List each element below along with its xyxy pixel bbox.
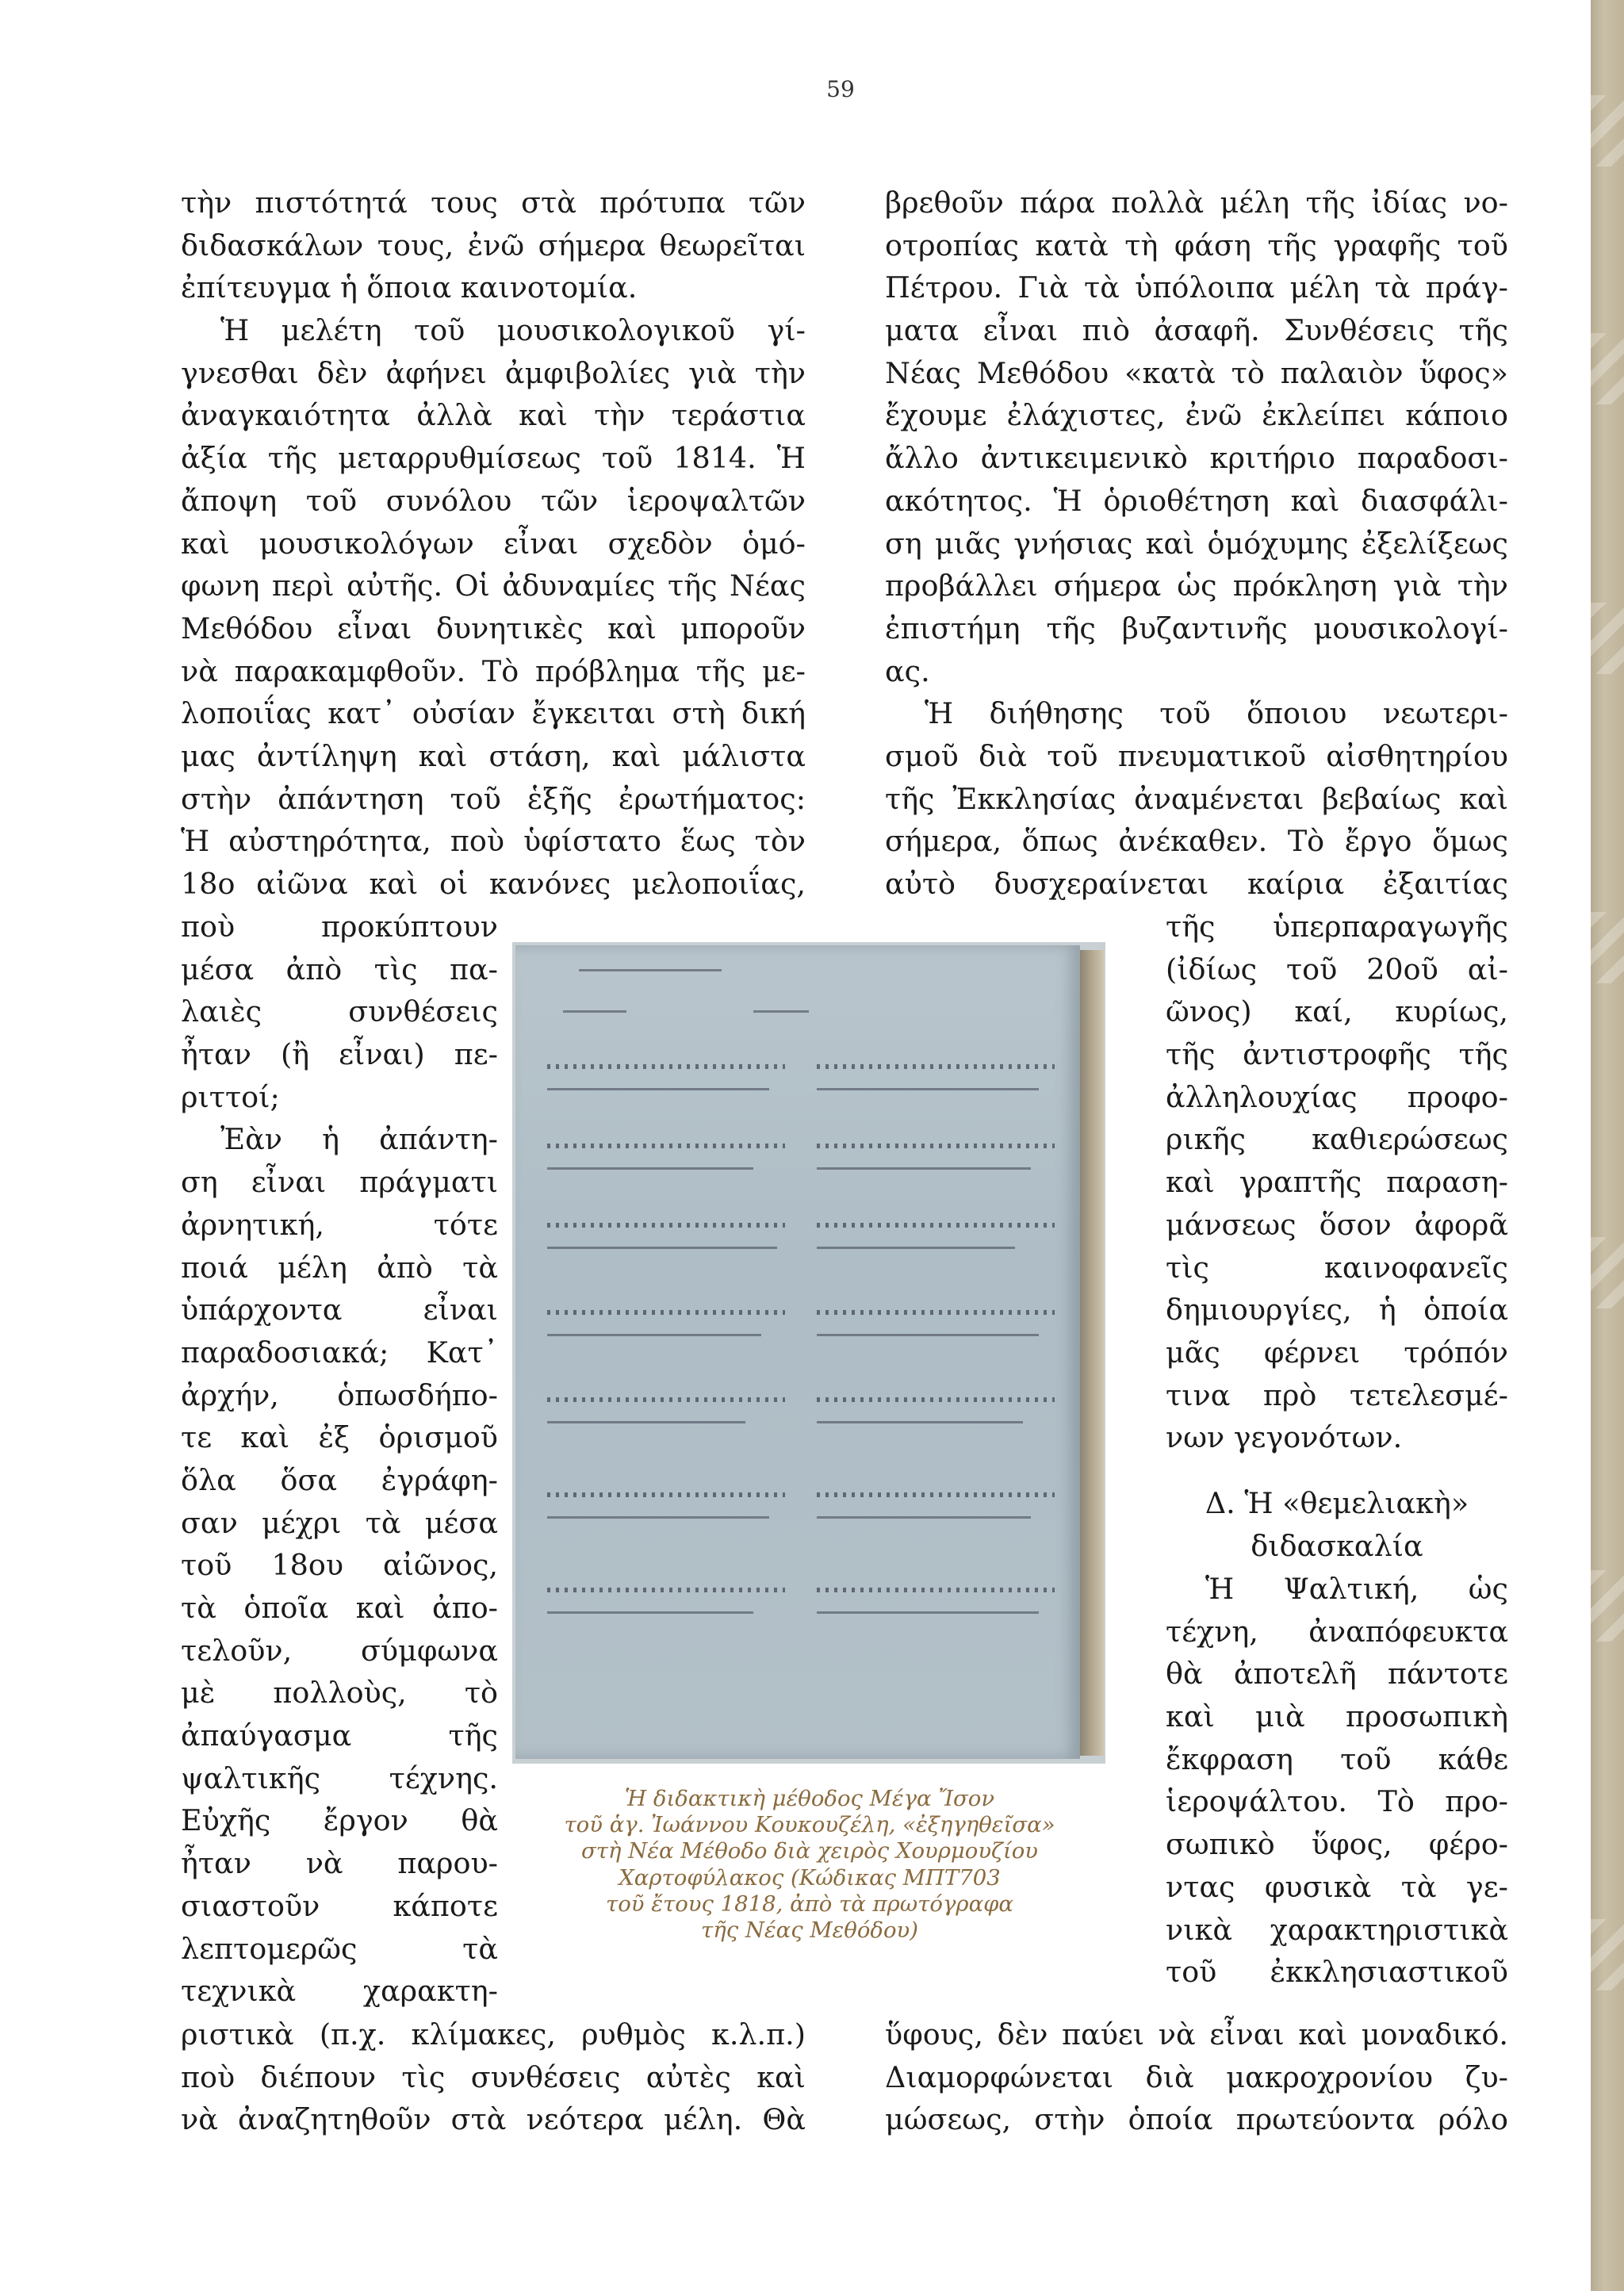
text-line: λοποιΐας κατ᾽ οὐσίαν ἔγκειται στὴ δική	[181, 696, 806, 731]
text-line: ας.	[885, 653, 930, 688]
text-line: θὰ ἀποτελῆ πάντοτε	[1166, 1657, 1508, 1691]
caption-line: Ἡ διδακτικὴ μέθοδος Μέγα Ἴσον	[624, 1786, 995, 1811]
text-line: διδασκάλων τους, ἐνῶ σήμερα θεωρεῖται	[181, 228, 806, 262]
text-line: νὰ ἀναζητηθοῦν στὰ νεότερα μέλη. Θὰ	[181, 2102, 806, 2137]
text-line: μέσα ἀπὸ τὶς πα-	[181, 952, 498, 987]
heading-line: διδασκαλία	[1251, 1528, 1423, 1563]
manuscript-text-line	[817, 1247, 1015, 1249]
text-line: γνεσθαι δὲν ἀφήνει ἀμφιβολίες γιὰ τὴν	[181, 355, 806, 390]
side-band-pattern	[1591, 1570, 1624, 1642]
text-line: ἔκφραση τοῦ κάθε	[1166, 1741, 1508, 1776]
text-line: παραδοσιακά; Κατ᾽	[181, 1335, 498, 1370]
manuscript-text-line	[547, 1088, 769, 1090]
text-line: μάνσεως ὅσον ἀφορᾶ	[1166, 1207, 1508, 1242]
text-line: σαν μέχρι τὰ μέσα	[181, 1505, 498, 1540]
text-line: ἀξία τῆς μεταρρυθμίσεως τοῦ 1814. Ἡ	[181, 441, 806, 476]
text-line: μὲ πολλοὺς, τὸ	[181, 1676, 498, 1711]
manuscript-text-line	[817, 1516, 1031, 1519]
neume-line	[547, 1144, 785, 1148]
text-line: ψαλτικῆς τέχνης.	[181, 1760, 498, 1795]
caption-line: στὴ Νέα Μέθοδο διὰ χειρὸς Χουρμουζίου	[580, 1838, 1039, 1864]
right-column-narrow-2	[1166, 1568, 1508, 1994]
text-line: ὕφους, δὲν παύει νὰ εἶναι καὶ μοναδικό.	[885, 2017, 1508, 2052]
text-line: ῶνος) καί, κυρίως,	[1166, 994, 1508, 1029]
text-line: Ἡ διήθησης τοῦ ὅποιου νεωτερι-	[925, 696, 1508, 731]
side-band-pattern	[1591, 603, 1624, 674]
manuscript-text-line	[817, 1167, 1031, 1170]
text-line: Ἐὰν ἡ ἀπάντη-	[220, 1122, 498, 1157]
manuscript-text-line	[547, 1421, 745, 1423]
neume-line	[817, 1397, 1055, 1402]
text-line: τελοῦν, σύμφωνα	[181, 1633, 498, 1668]
text-line: ἔχουμε ἐλάχιστες, ἐνῶ ἐκλείπει κάποιο	[885, 398, 1508, 433]
side-band-pattern	[1591, 95, 1624, 167]
left-column-bottom	[181, 2013, 806, 2141]
text-line: στὴν ἀπάντηση τοῦ ἑξῆς ἐρωτήματος:	[181, 781, 806, 816]
manuscript-text-line	[547, 1516, 769, 1519]
text-line: σωπικὸ ὕφος, φέρο-	[1166, 1827, 1508, 1862]
text-line: οτροπίας κατὰ τὴ φάση τῆς γραφῆς τοῦ	[885, 228, 1508, 262]
side-band-pattern	[1591, 1919, 1624, 1990]
text-line: προβάλλει σήμερα ὡς πρόκληση γιὰ τὴν	[885, 569, 1508, 603]
text-line: μας ἀντίληψη καὶ στάση, καὶ μάλιστα	[181, 738, 806, 773]
text-line: ἱεροψάλτου. Τὸ προ-	[1166, 1784, 1508, 1819]
manuscript-binding-edge	[1080, 950, 1104, 1756]
caption-line: Χαρτοφύλακος (Κώδικας ΜΠΤ703	[619, 1864, 1001, 1891]
side-band-pattern	[1591, 912, 1624, 983]
text-line: ματα εἶναι πιὸ ἀσαφῆ. Συνθέσεις τῆς	[885, 313, 1508, 348]
manuscript-text-line	[817, 1088, 1039, 1090]
text-line: Μεθόδου εἶναι δυνητικὲς καὶ μποροῦν	[181, 611, 806, 646]
text-line: τεχνικὰ χαρακτη-	[181, 1974, 498, 2009]
text-line: τῆς ὑπερπαραγωγῆς	[1166, 910, 1508, 944]
text-line: τινα πρὸ τετελεσμέ-	[1166, 1377, 1508, 1412]
text-line: Διαμορφώνεται διὰ μακροχρονίου ζυ-	[885, 2059, 1508, 2094]
decorative-side-band	[1591, 0, 1624, 2291]
text-line: ριστικὰ (π.χ. κλίμακες, ρυθμὸς κ.λ.π.)	[181, 2017, 806, 2052]
text-line: ρικῆς καθιερώσεως	[1166, 1122, 1508, 1157]
manuscript-text-line	[547, 1334, 761, 1336]
manuscript-page-image	[515, 945, 1080, 1759]
manuscript-text-line	[817, 1334, 1039, 1336]
manuscript-stroke	[753, 1010, 809, 1013]
neume-line	[547, 1310, 785, 1315]
text-line: Ἡ μελέτη τοῦ μουσικολογικοῦ γί-	[220, 313, 806, 348]
text-line: Ἡ αὐστηρότητα, ποὺ ὑφίστατο ἕως τὸν	[181, 824, 806, 859]
text-line: δημιουργίες, ἡ ὁποία	[1166, 1293, 1508, 1327]
text-line: ἀπαύγασμα τῆς	[181, 1718, 498, 1753]
text-line: Νέας Μεθόδου «κατὰ τὸ παλαιὸν ὕφος»	[885, 355, 1508, 390]
text-line: σιαστοῦν κάποτε	[181, 1888, 498, 1923]
text-line: ἀρχήν, ὁπωσδήπο-	[181, 1377, 498, 1412]
manuscript-text-line	[547, 1611, 753, 1614]
neume-line	[817, 1144, 1055, 1148]
text-line: Πέτρου. Γιὰ τὰ ὑπόλοιπα μέλη τὰ πράγ-	[885, 270, 1508, 305]
right-column-bottom	[885, 2013, 1508, 2141]
text-line: Εὐχῆς ἔργον θὰ	[181, 1803, 498, 1838]
text-line: αὐτὸ δυσχεραίνεται καίρια ἐξαιτίας	[885, 867, 1508, 901]
heading-line: Δ. Ἡ «θεμελιακὴ»	[1205, 1486, 1469, 1520]
text-line: ακότητος. Ἡ ὁριοθέτηση καὶ διασφάλι-	[885, 483, 1508, 518]
text-line: καὶ γραπτῆς παραση-	[1166, 1165, 1508, 1200]
text-line: τε καὶ ἐξ ὁρισμοῦ	[181, 1420, 498, 1455]
text-line: τῆς Ἐκκλησίας ἀναμένεται βεβαίως καὶ	[885, 781, 1508, 816]
neume-line	[547, 1223, 785, 1228]
neume-line	[817, 1588, 1055, 1592]
text-line: νικὰ χαρακτηριστικὰ	[1166, 1912, 1508, 1947]
manuscript-figure	[512, 942, 1105, 1764]
text-line: ἐπίτευγμα ἡ ὅποια καινοτομία.	[181, 270, 638, 305]
text-line: ποιά μέλη ἀπὸ τὰ	[181, 1250, 498, 1285]
text-line: ποὺ διέπουν τὶς συνθέσεις αὐτὲς καὶ	[181, 2059, 806, 2094]
text-line: νὰ παρακαμφθοῦν. Τὸ πρόβλημα τῆς με-	[181, 653, 806, 688]
caption-line: τοῦ ἔτους 1818, ἀπὸ τὰ πρωτόγραφα	[606, 1891, 1013, 1917]
text-line: ἀναγκαιότητα ἀλλὰ καὶ τὴν τεράστια	[181, 398, 806, 433]
text-line: καὶ μιὰ προσωπικὴ	[1166, 1699, 1508, 1734]
caption-line: τῆς Νέας Μεθόδου)	[701, 1917, 918, 1944]
text-line: ὅλα ὅσα ἐγράφη-	[181, 1462, 498, 1497]
text-line: καὶ μουσικολόγων εἶναι σχεδὸν ὁμό-	[181, 526, 806, 561]
text-line: ἐπιστήμη τῆς βυζαντινῆς μουσικολογί-	[885, 611, 1508, 646]
side-band-pattern	[1591, 1237, 1624, 1308]
manuscript-text-line	[817, 1611, 1039, 1614]
text-line: ἦταν νὰ παρου-	[181, 1846, 498, 1881]
manuscript-stroke	[563, 1010, 626, 1013]
text-line: τοῦ 18ου αἰῶνος,	[181, 1548, 498, 1583]
neume-line	[817, 1310, 1055, 1315]
right-column-narrow-1	[1166, 906, 1508, 1459]
text-line: ἦταν (ἢ εἶναι) πε-	[181, 1037, 498, 1072]
text-line: ση εἶναι πράγματι	[181, 1165, 498, 1200]
side-band-pattern	[1591, 333, 1624, 404]
text-line: ἄποψη τοῦ συνόλου τῶν ἱεροψαλτῶν	[181, 483, 806, 518]
neume-line	[817, 1492, 1055, 1497]
section-heading	[1166, 1482, 1508, 1567]
text-line: σμοῦ διὰ τοῦ πνευματικοῦ αἰσθητηρίου	[885, 738, 1508, 773]
text-line: Ἡ Ψαλτική, ὡς	[1205, 1572, 1508, 1606]
text-line: ποὺ προκύπτουν	[181, 910, 498, 944]
manuscript-text-line	[547, 1167, 753, 1170]
text-line: ὑπάρχοντα εἶναι	[181, 1293, 498, 1327]
text-line: νων γεγονότων.	[1166, 1420, 1403, 1455]
manuscript-text-line	[817, 1421, 1023, 1423]
text-line: ντας φυσικὰ τὰ γε-	[1166, 1869, 1508, 1904]
text-line: μᾶς φέρνει τρόπόν	[1166, 1335, 1508, 1370]
left-column-narrow	[181, 906, 498, 2013]
text-line: τὶς καινοφανεῖς	[1166, 1250, 1508, 1285]
caption-line: τοῦ ἁγ. Ἰωάννου Κουκουζέλη, «ἐξηγηθεῖσα»	[564, 1812, 1055, 1838]
manuscript-text-line	[547, 1247, 777, 1249]
neume-line	[547, 1588, 785, 1592]
neume-line	[547, 1064, 785, 1069]
neume-line	[817, 1064, 1055, 1069]
neume-line	[547, 1397, 785, 1402]
figure-caption	[506, 1786, 1113, 1944]
page-number: 59	[826, 76, 855, 102]
text-line: τὰ ὁποῖα καὶ ἀπο-	[181, 1591, 498, 1625]
left-column-top	[181, 182, 806, 906]
text-line: λαιὲς συνθέσεις	[181, 994, 498, 1029]
text-line: τὴν πιστότητά τους στὰ πρότυπα τῶν	[181, 186, 806, 220]
text-line: ἄλλο ἀντικειμενικὸ κριτήριο παραδοσι-	[885, 441, 1508, 476]
text-line: ριττοί;	[181, 1079, 280, 1114]
text-line: (ἰδίως τοῦ 20οῦ αἰ-	[1166, 952, 1508, 987]
text-line: τῆς ἀντιστροφῆς τῆς	[1166, 1037, 1508, 1072]
manuscript-heading-stroke	[579, 969, 722, 971]
text-line: ση μιᾶς γνήσιας καὶ ὁμόχυμης ἐξελίξεως	[885, 526, 1508, 561]
text-line: τέχνη, ἀναπόφευκτα	[1166, 1614, 1508, 1649]
text-line: ἀρνητική, τότε	[181, 1207, 498, 1242]
text-line: ἀλληλουχίας προφο-	[1166, 1079, 1508, 1114]
neume-line	[817, 1223, 1055, 1228]
text-line: βρεθοῦν πάρα πολλὰ μέλη τῆς ἰδίας νο-	[885, 186, 1508, 220]
text-line: μώσεως, στὴν ὁποία πρωτεύοντα ρόλο	[885, 2102, 1508, 2137]
text-line: σήμερα, ὅπως ἀνέκαθεν. Τὸ ἔργο ὅμως	[885, 824, 1508, 859]
right-column-top	[885, 182, 1508, 906]
text-line: λεπτομερῶς τὰ	[181, 1931, 498, 1966]
neume-line	[547, 1492, 785, 1497]
text-line: 18ο αἰῶνα καὶ οἱ κανόνες μελοποιΐας,	[181, 867, 806, 901]
text-line: τοῦ ἐκκλησιαστικοῦ	[1166, 1955, 1508, 1990]
text-line: φωνη περὶ αὐτῆς. Οἱ ἀδυναμίες τῆς Νέας	[181, 569, 806, 603]
